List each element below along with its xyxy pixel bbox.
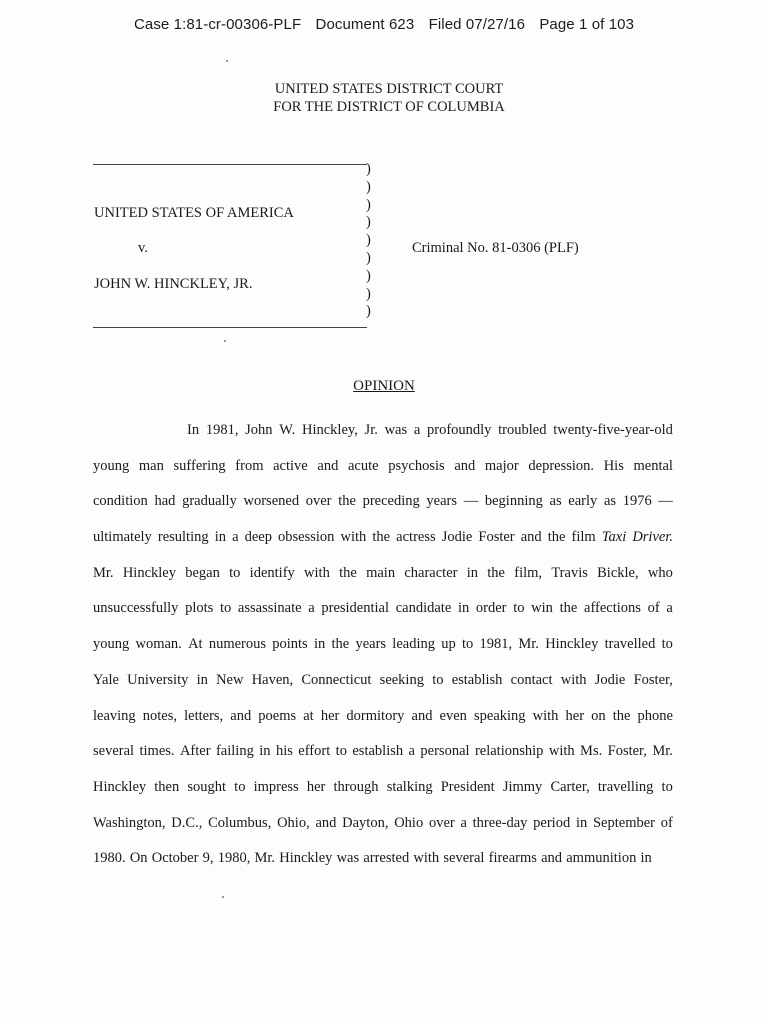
caption-paren-column [366, 160, 371, 320]
opinion-word: Foster [478, 529, 515, 546]
opinion-word: the [339, 564, 357, 581]
opinion-word: worsened [243, 493, 300, 510]
opinion-line [93, 663, 673, 699]
opinion-word: a [408, 743, 415, 760]
caption-paren: ) [366, 249, 371, 266]
opinion-word: film [571, 529, 596, 546]
opinion-word: and [411, 707, 433, 724]
opinion-word: points [272, 636, 308, 653]
opinion-word: presidential [321, 600, 390, 617]
opinion-word: in [575, 814, 588, 831]
criminal-number: Criminal No. 81-0306 (PLF) [412, 240, 579, 256]
opinion-word: Ohio, [277, 814, 310, 831]
opinion-word: On [129, 850, 148, 867]
opinion-word: 9, [202, 850, 214, 867]
opinion-word: Mr. [254, 850, 276, 867]
opinion-word: Jodie [594, 671, 626, 688]
opinion-word: to [432, 671, 444, 688]
opinion-word: a [666, 600, 673, 617]
opinion-word: times. [139, 743, 175, 760]
opinion-word: early [568, 493, 598, 510]
opinion-word: At [188, 636, 203, 653]
opinion-body [93, 413, 673, 877]
opinion-word: New [216, 671, 244, 688]
opinion-word: impress [253, 778, 299, 795]
opinion-word: firearms [488, 850, 537, 867]
opinion-word: three-day [472, 814, 528, 831]
opinion-line [93, 806, 673, 842]
opinion-word: who [647, 564, 673, 581]
court-district: FOR THE DISTRICT OF COLUMBIA [273, 99, 505, 115]
opinion-word: resulting [157, 529, 209, 546]
opinion-word: Hinckley [545, 636, 599, 653]
opinion-word: Jimmy [502, 778, 543, 795]
opinion-word: the [331, 636, 350, 653]
opinion-word: active [273, 457, 308, 474]
opinion-word: Haven, [251, 671, 294, 688]
opinion-word: deep [244, 529, 272, 546]
opinion-word: the [487, 564, 505, 581]
scan-speck [224, 340, 226, 342]
opinion-word: with [560, 671, 587, 688]
opinion-word: was [384, 422, 408, 438]
opinion-word: poems [258, 707, 297, 724]
opinion-word: leading [392, 636, 435, 653]
opinion-word: in [196, 671, 208, 688]
opinion-word: even [439, 707, 467, 724]
opinion-word: the [372, 529, 391, 546]
opinion-line [93, 734, 673, 770]
opinion-word: years [426, 493, 458, 510]
opinion-line [93, 627, 673, 663]
caption-paren: ) [366, 267, 371, 284]
opinion-word: win [531, 600, 553, 617]
opinion-line [93, 699, 673, 735]
opinion-line [93, 484, 673, 520]
caption-top-rule [93, 164, 367, 165]
opinion-word: a [308, 600, 315, 617]
opinion-word: to [461, 636, 474, 653]
opinion-word: in [313, 636, 326, 653]
opinion-word: her [320, 707, 340, 724]
opinion-word: Washington, [93, 814, 166, 831]
opinion-word: and [520, 529, 542, 546]
opinion-word: order [475, 600, 507, 617]
opinion-word: personal [420, 743, 470, 760]
opinion-word: plots [185, 600, 214, 617]
opinion-word: obsession [278, 529, 335, 546]
opinion-word: Driver. [632, 529, 673, 546]
opinion-word: at [303, 707, 314, 724]
opinion-word: as [603, 493, 617, 510]
opinion-word: seeking [379, 671, 424, 688]
opinion-word: and [315, 814, 337, 831]
opinion-word: Dayton, [342, 814, 389, 831]
page-indicator: Page 1 of 103 [539, 16, 635, 33]
opinion-word: relationship [474, 743, 544, 760]
opinion-word: Hinckley [93, 778, 147, 795]
opinion-word: to [234, 778, 246, 795]
opinion-word: young [93, 636, 130, 653]
opinion-word: D.C., [171, 814, 203, 831]
opinion-word: ultimately [93, 529, 152, 546]
opinion-word: of [647, 600, 660, 617]
opinion-word: character [404, 564, 458, 581]
opinion-word: then [154, 778, 180, 795]
opinion-word: in [640, 850, 652, 867]
opinion-word: to [335, 743, 347, 760]
opinion-word: 1980. [93, 850, 126, 867]
opinion-word: young [93, 457, 130, 474]
opinion-line [93, 556, 673, 592]
scan-speck [222, 896, 224, 898]
opinion-word: After [179, 743, 211, 760]
caption-versus: v. [138, 240, 148, 256]
caption-paren: ) [366, 303, 371, 320]
opinion-word: W. [279, 422, 296, 438]
opinion-word: man [138, 457, 164, 474]
opinion-word: acute [348, 457, 379, 474]
opinion-word: with [413, 850, 440, 867]
opinion-word: Jodie [441, 529, 473, 546]
opinion-word: — [658, 493, 673, 510]
opinion-word: unsuccessfully [93, 600, 179, 617]
opinion-word: Bickle, [597, 564, 639, 581]
opinion-word: Ohio [394, 814, 424, 831]
opinion-word: major [484, 457, 519, 474]
opinion-word: up [441, 636, 456, 653]
opinion-word: and [454, 457, 476, 474]
opinion-word: Travis [551, 564, 588, 581]
opinion-word: with [532, 707, 559, 724]
opinion-word: in [259, 743, 271, 760]
opinion-word: Hinckley [122, 564, 176, 581]
opinion-word: travelling [597, 778, 654, 795]
opinion-line [93, 591, 673, 627]
opinion-word: Taxi [601, 529, 627, 546]
opinion-word: through [333, 778, 379, 795]
opinion-word: film, [514, 564, 543, 581]
opinion-word: identify [249, 564, 295, 581]
opinion-word: preceding [362, 493, 420, 510]
opinion-word: twenty-five-year-old [553, 422, 673, 438]
opinion-word: began [185, 564, 220, 581]
opinion-word: establish [451, 671, 503, 688]
opinion-word: His [603, 457, 624, 474]
opinion-word: her [565, 707, 585, 724]
opinion-word: effort [298, 743, 331, 760]
opinion-word: leaving [93, 707, 136, 724]
opinion-word: with [548, 743, 575, 760]
opinion-word: in [457, 600, 470, 617]
opinion-word: with [340, 529, 367, 546]
opinion-word: Foster, [607, 743, 647, 760]
opinion-word: 1976 [622, 493, 652, 510]
opinion-word: Columbus, [208, 814, 272, 831]
opinion-word: October [151, 850, 199, 867]
opinion-word: period [533, 814, 571, 831]
opinion-word: main [366, 564, 396, 581]
opinion-word: and [541, 850, 563, 867]
opinion-line [93, 449, 673, 485]
opinion-word: letters, [184, 707, 224, 724]
opinion-word: failing [215, 743, 254, 760]
opinion-word: University [127, 671, 189, 688]
opinion-word: Hinckley, [301, 422, 358, 438]
opinion-word: woman. [135, 636, 182, 653]
opinion-word: from [235, 457, 264, 474]
opinion-word: and [230, 707, 252, 724]
opinion-word: suffering [173, 457, 226, 474]
opinion-word: Jr. [364, 422, 378, 438]
ecf-header [0, 16, 768, 33]
opinion-word: John [245, 422, 273, 438]
opinion-word: 1981, [205, 422, 239, 438]
opinion-word: Yale [93, 671, 119, 688]
opinion-word: Mr. [652, 743, 673, 760]
opinion-word: September [592, 814, 655, 831]
document-number: Document 623 [315, 16, 415, 33]
opinion-line [93, 520, 673, 556]
opinion-word: as [549, 493, 562, 510]
opinion-word: travelled [604, 636, 656, 653]
opinion-word: over [428, 814, 455, 831]
filed-date: Filed 07/27/16 [428, 16, 526, 33]
caption-paren: ) [366, 232, 371, 249]
opinion-word: numerous [208, 636, 266, 653]
opinion-word: phone [637, 707, 673, 724]
caption-paren: ) [366, 214, 371, 231]
opinion-word: to [513, 600, 525, 617]
caption-bottom-rule [93, 327, 367, 328]
opinion-word: speaking [474, 707, 526, 724]
caption-defendant: JOHN W. HINCKLEY, JR. [94, 276, 253, 292]
opinion-word: troubled [498, 422, 547, 438]
opinion-word: the [612, 707, 631, 724]
opinion-word: years [355, 636, 387, 653]
opinion-word: profoundly [427, 422, 492, 438]
opinion-word: with [304, 564, 330, 581]
scan-speck [226, 60, 228, 62]
caption-paren: ) [366, 196, 371, 213]
case-number: Case 1:81-cr-00306-PLF [133, 16, 302, 33]
opinion-word: her [306, 778, 326, 795]
opinion-word: in [214, 529, 226, 546]
opinion-word: — [463, 493, 479, 510]
opinion-word: on [591, 707, 606, 724]
opinion-word: dormitory [346, 707, 405, 724]
opinion-word: 1981, [479, 636, 513, 653]
caption-plaintiff: UNITED STATES OF AMERICA [94, 205, 294, 221]
opinion-line [93, 770, 673, 806]
opinion-word: over [305, 493, 332, 510]
opinion-word: Connecticut [301, 671, 372, 688]
opinion-word: beginning [484, 493, 543, 510]
opinion-word: to [229, 564, 241, 581]
opinion-word: notes, [142, 707, 178, 724]
opinion-word: Ms. [580, 743, 603, 760]
opinion-word: his [275, 743, 293, 760]
opinion-word: of [660, 814, 673, 831]
opinion-word: the [338, 493, 356, 510]
opinion-word: a [460, 814, 467, 831]
opinion-word: In [187, 422, 200, 438]
opinion-word: assassinate [237, 600, 302, 617]
caption-paren: ) [366, 285, 371, 302]
opinion-word: condition [93, 493, 148, 510]
opinion-word: in [466, 564, 479, 581]
opinion-word: establish [352, 743, 404, 760]
opinion-word: a [232, 529, 239, 546]
opinion-word: was [336, 850, 360, 867]
opinion-word: the [547, 529, 566, 546]
court-name: UNITED STATES DISTRICT COURT [274, 81, 504, 97]
opinion-line [93, 841, 673, 877]
court-heading [0, 80, 768, 116]
opinion-word: and [317, 457, 339, 474]
caption-paren: ) [366, 178, 371, 195]
opinion-word: actress [396, 529, 436, 546]
opinion-word: Mr. [93, 564, 114, 581]
opinion-word: to [661, 636, 673, 653]
opinion-word: a [413, 422, 421, 438]
opinion-word: depression. [528, 457, 595, 474]
opinion-word: contact [510, 671, 553, 688]
opinion-word: Foster, [633, 671, 673, 688]
opinion-word: to [661, 778, 673, 795]
opinion-word: the [559, 600, 578, 617]
opinion-word: several [93, 743, 135, 760]
opinion-word: sought [187, 778, 227, 795]
caption-paren: ) [366, 161, 371, 177]
opinion-line [93, 413, 673, 449]
opinion-word: gradually [182, 493, 237, 510]
opinion-word: Hinckley [279, 850, 333, 867]
opinion-word: several [443, 850, 485, 867]
opinion-word: ammunition [566, 850, 637, 867]
opinion-word: arrested [363, 850, 410, 867]
opinion-word: Carter, [550, 778, 590, 795]
opinion-word: affections [584, 600, 641, 617]
opinion-word: had [154, 493, 176, 510]
opinion-word: psychosis [388, 457, 445, 474]
opinion-title: OPINION [353, 378, 415, 394]
opinion-word: Mr. [518, 636, 539, 653]
opinion-word: President [440, 778, 495, 795]
opinion-word: candidate [395, 600, 452, 617]
opinion-word: mental [633, 457, 673, 474]
opinion-word: 1980, [217, 850, 251, 867]
opinion-word: stalking [386, 778, 433, 795]
opinion-word: to [219, 600, 232, 617]
